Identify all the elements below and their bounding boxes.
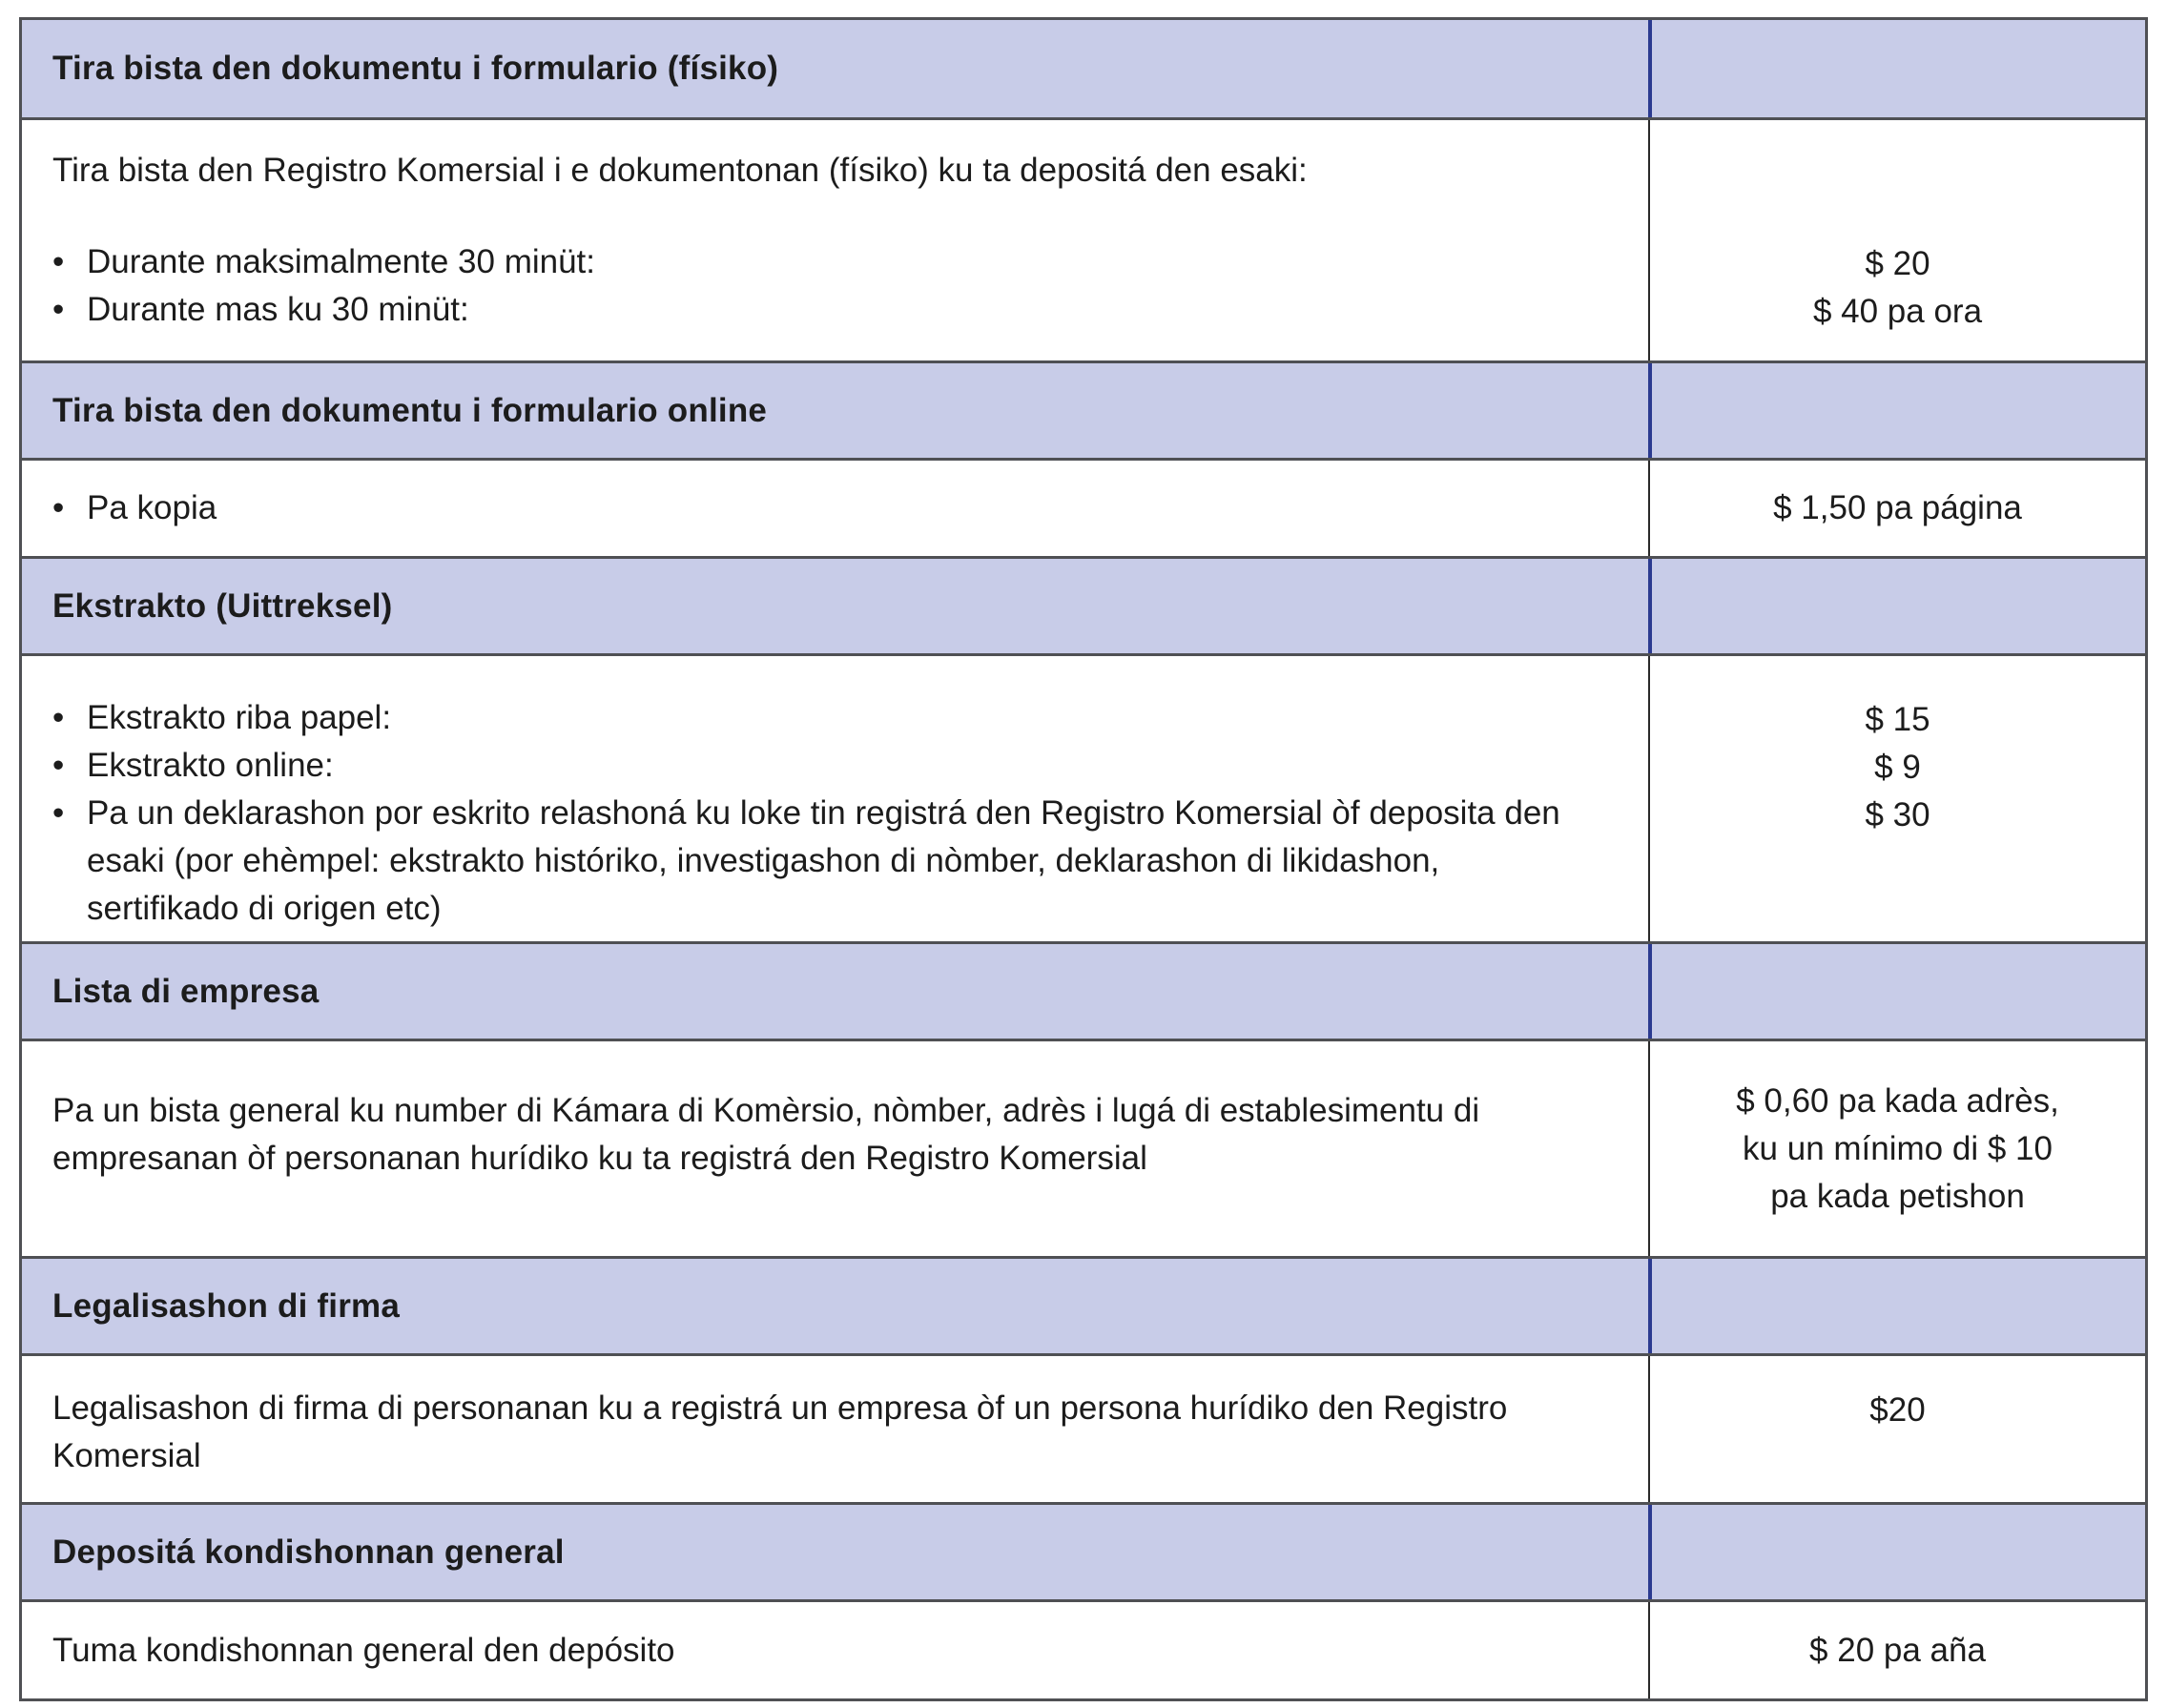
- price: $ 15: [1865, 701, 1930, 738]
- section-header-row-online: [22, 363, 2145, 461]
- bullet-item: [52, 484, 217, 532]
- fee-table: [19, 17, 2148, 1701]
- bullet-list: [52, 238, 1591, 334]
- bullet-text: • Pa kopia: [87, 489, 217, 526]
- section-title: Depositá kondishonnan general: [52, 1533, 565, 1571]
- price-cell: [1648, 461, 2145, 556]
- fee-description-cell: [22, 1356, 1648, 1502]
- section-title: Legalisashon di firma: [52, 1286, 401, 1325]
- bullet-item: [52, 286, 1591, 334]
- section-title: Tira bista den dokumentu i formulario online: [52, 391, 768, 429]
- fee-intro: Tira bista den Registro Komersial i e dokumentonan (físiko) ku ta depositá den esaki:: [52, 152, 1308, 189]
- section-header-cell: [22, 559, 1648, 653]
- fee-description-cell: [22, 1041, 1648, 1256]
- section-header-cell: [22, 20, 1648, 117]
- section-header-cell: [22, 944, 1648, 1039]
- section-header-price-cell: [1648, 363, 2145, 458]
- price: $ 40 pa ora: [1812, 293, 1983, 330]
- price: $ 30: [1865, 796, 1930, 833]
- section-header-cell: [22, 1505, 1648, 1599]
- price-cell: [1648, 120, 2145, 360]
- section-header-price-cell: [1648, 20, 2145, 117]
- fee-description-cell: [22, 1602, 1648, 1698]
- section-header-row-legalisashon: [22, 1259, 2145, 1356]
- bullet-item: [52, 694, 1591, 742]
- price: $ 9: [1874, 749, 1921, 786]
- bullet-item: [52, 742, 1591, 790]
- fee-row-ekstrakto: [22, 656, 2145, 944]
- section-header-price-cell: [1648, 559, 2145, 653]
- bullet-text: • Ekstrakto riba papel:: [87, 699, 392, 736]
- fee-description: Pa un bista general ku number di Kámara di Komèrsio, nòmber, adrès i lugá di establesimentu di empresanan òf personanan hurídiko ku ta registrá den Registro Komersial: [52, 1092, 1480, 1177]
- price-cell: [1648, 656, 2145, 941]
- section-header-row-ekstrakto: [22, 559, 2145, 656]
- fee-description-cell: [22, 656, 1648, 941]
- price-cell: [1648, 1356, 2145, 1502]
- section-title: Tira bista den dokumentu i formulario (físiko): [52, 50, 779, 87]
- bullet-item: [52, 790, 1591, 933]
- fee-description: Legalisashon di firma di personanan ku a registrá un empresa òf un persona hurídiko den Registro Komersial: [52, 1389, 1508, 1474]
- bullet-text: • Durante mas ku 30 minüt:: [87, 291, 469, 328]
- fee-row-tuma-kondishonnan: [22, 1602, 2145, 1698]
- section-title: Lista di empresa: [52, 972, 320, 1010]
- price-cell: [1648, 1602, 2145, 1698]
- section-header-price-cell: [1648, 1259, 2145, 1353]
- fee-row-pa-kopia: [22, 461, 2145, 559]
- fee-row-bista-fisiko: [22, 120, 2145, 363]
- price: pa kada petishon: [1770, 1177, 2025, 1215]
- price: $ 20: [1865, 245, 1930, 282]
- section-header-row-fisiko: [22, 20, 2145, 120]
- bullet-text: • Pa un deklarashon por eskrito relashoná ku loke tin registrá den Registro Komersial òf deposita den esaki (por ehèmpel: ekstrakto históriko, investigashon di nòmber, deklarashon di likidashon, sertifikado di origen etc): [87, 794, 1560, 927]
- section-title: Ekstrakto (Uittreksel): [52, 586, 393, 625]
- bullet-item: [52, 238, 1591, 286]
- price: $ 1,50 pa página: [1773, 489, 2022, 526]
- bullet-text: • Durante maksimalmente 30 minüt:: [87, 243, 595, 280]
- price: $ 0,60 pa kada adrès,: [1736, 1081, 2059, 1120]
- section-header-price-cell: [1648, 1505, 2145, 1599]
- section-header-cell: [22, 1259, 1648, 1353]
- price: ku un mínimo di $ 10: [1743, 1129, 2053, 1167]
- section-header-row-lista: [22, 944, 2145, 1041]
- fee-row-lista-empresa: [22, 1041, 2145, 1259]
- price: $ 20 pa aña: [1809, 1631, 1986, 1669]
- fee-row-legalisashon: [22, 1356, 2145, 1505]
- section-header-price-cell: [1648, 944, 2145, 1039]
- price-cell: [1648, 1041, 2145, 1256]
- bullet-list: [52, 694, 1591, 933]
- section-header-row-deposita: [22, 1505, 2145, 1602]
- fee-description: Tuma kondishonnan general den depósito: [52, 1631, 675, 1669]
- section-header-cell: [22, 363, 1648, 458]
- fee-description-cell: [22, 120, 1648, 360]
- price: $20: [1869, 1391, 1926, 1429]
- fee-description-cell: [22, 461, 1648, 556]
- bullet-text: • Ekstrakto online:: [87, 747, 334, 784]
